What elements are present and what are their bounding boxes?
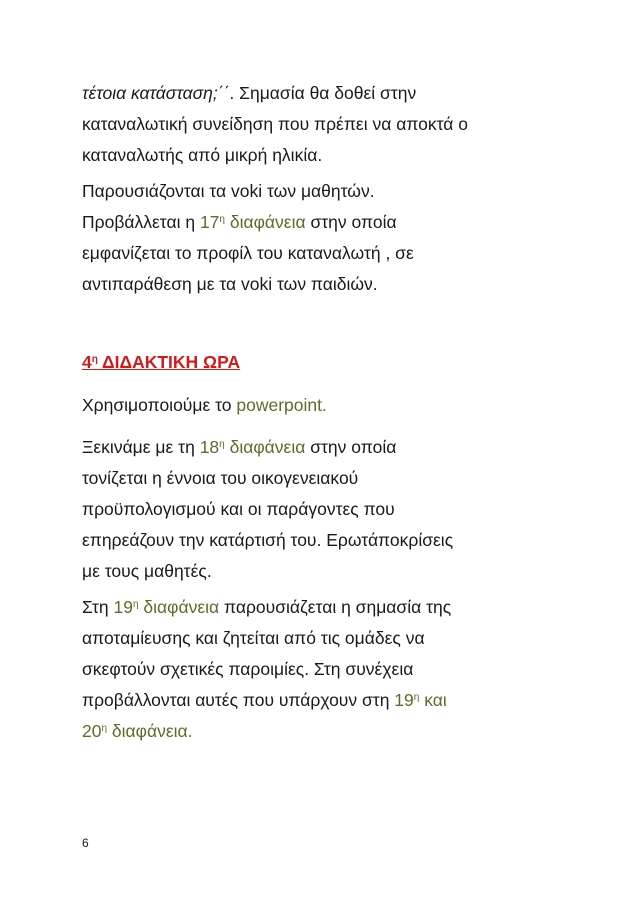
text: αντιπαράθεση με τα voki των παιδιών. [82, 274, 378, 294]
italic-text: τέτοια κατάσταση;΄΄ [82, 83, 230, 103]
text: προβάλλονται αυτές που υπάρχουν στη [82, 690, 395, 710]
text: Χρησιμοποιούμε το [82, 395, 237, 415]
slide-word: διαφάνεια [138, 597, 220, 617]
page-number: 6 [82, 836, 89, 850]
heading-superscript: η [91, 354, 98, 365]
slide-word: διαφάνεια. [107, 721, 193, 741]
heading-text: ΔΙΔΑΚΤΙΚΗ ΩΡΑ [97, 352, 241, 372]
paragraph-5 [82, 592, 582, 747]
slide-number: 19 [113, 597, 133, 617]
ordinal-superscript: η [219, 214, 225, 225]
paragraph-3 [82, 390, 582, 421]
text: Στη [82, 597, 114, 617]
ordinal-superscript: η [132, 599, 139, 610]
paragraph-2 [82, 176, 582, 300]
text: με τους μαθητές. [82, 561, 212, 581]
slide-number: 19 [394, 690, 414, 710]
heading-number: 4 [82, 352, 92, 372]
text: παρουσιάζεται η σημασία της [219, 597, 452, 617]
ordinal-superscript: η [413, 692, 420, 703]
section-heading [82, 350, 240, 374]
paragraph-4 [82, 432, 582, 587]
slide-number: 17 [199, 212, 220, 232]
paragraph-1 [82, 78, 582, 171]
text: προϋπολογισμού και οι παράγοντες που [82, 499, 395, 519]
and-word: και [419, 690, 447, 710]
text: στην οποία [305, 212, 397, 232]
text: στην οποία [305, 437, 397, 457]
text: εμφανίζεται το προφίλ του καταναλωτή , σε [82, 243, 414, 263]
text: Προβάλλεται η [82, 212, 200, 232]
text: Παρουσιάζονται τα voki των μαθητών. [82, 181, 375, 201]
text: τονίζεται η έννοια του οικογενειακού [82, 468, 359, 488]
powerpoint-text: powerpoint. [236, 395, 327, 415]
ordinal-superscript: η [219, 439, 225, 450]
text: . Σημασία θα δοθεί στην [229, 83, 417, 103]
text: επηρεάζουν την κατάρτισή του. Ερωτάποκρίσεις [82, 530, 454, 550]
text: καταναλωτής από μικρή ηλικία. [82, 145, 323, 165]
slide-word: διαφάνεια [224, 212, 306, 232]
text: Ξεκινάμε με τη [82, 437, 200, 457]
slide-number: 18 [199, 437, 220, 457]
ordinal-superscript: η [101, 723, 108, 734]
slide-word: διαφάνεια [224, 437, 306, 457]
text: σκεφτούν σχετικές παροιμίες. Στη συνέχεια [82, 659, 414, 679]
text: αποταμίευσης και ζητείται από τις ομάδες να [82, 628, 425, 648]
text: καταναλωτική συνείδηση που πρέπει να αποκτά ο [82, 114, 469, 134]
slide-number: 20 [82, 721, 102, 741]
